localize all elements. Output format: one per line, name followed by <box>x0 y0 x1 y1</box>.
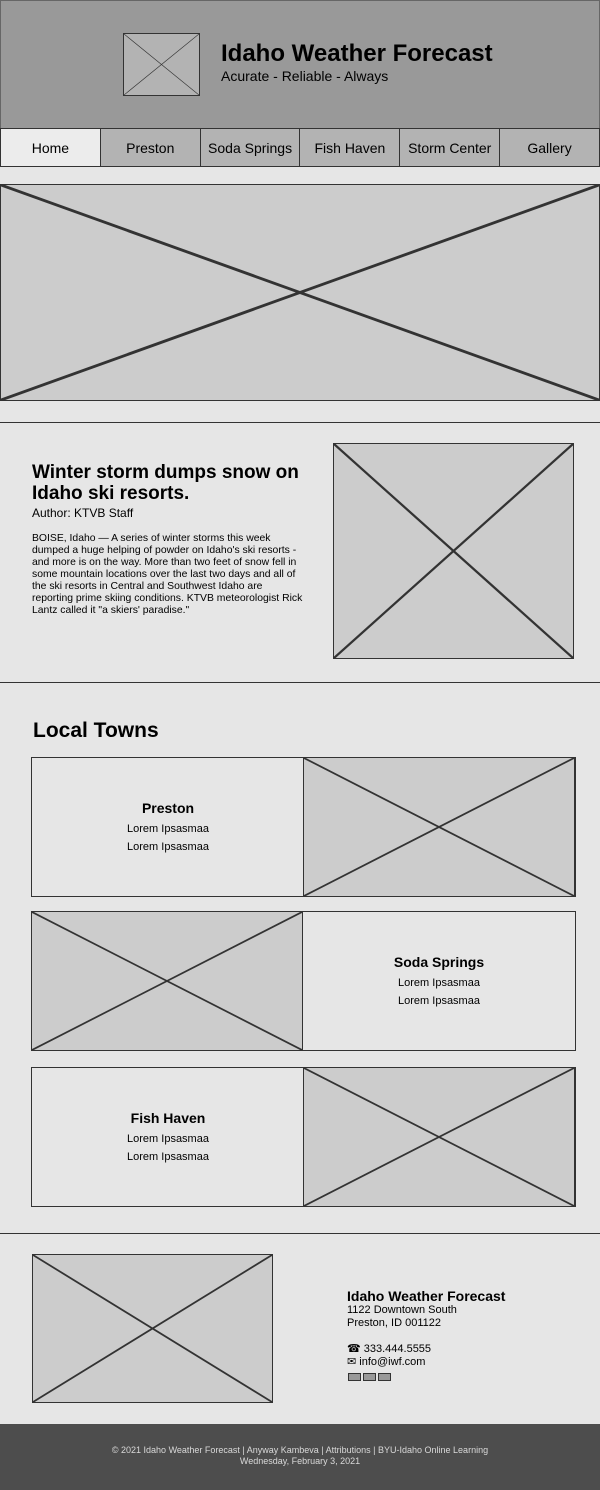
town-image-placeholder <box>303 1067 575 1207</box>
footer-email[interactable]: ✉ info@iwf.com <box>347 1356 426 1368</box>
town-text <box>303 954 575 1010</box>
town-detail: Lorem Ipsasmaa <box>127 841 209 853</box>
footer-city: Preston, ID 001122 <box>347 1317 441 1329</box>
social-icon[interactable] <box>378 1373 391 1381</box>
town-detail: Lorem Ipsasmaa <box>127 1133 209 1145</box>
logo-image-placeholder[interactable] <box>123 33 200 96</box>
town-card-fish-haven[interactable] <box>31 1067 576 1207</box>
footer-image-placeholder <box>32 1254 273 1403</box>
nav-item-preston[interactable]: Preston <box>101 129 201 166</box>
town-name: Preston <box>141 800 195 816</box>
town-name: Fish Haven <box>130 1110 206 1126</box>
town-detail: Lorem Ipsasmaa <box>398 995 480 1007</box>
town-image-placeholder <box>31 911 303 1051</box>
town-detail: Lorem Ipsasmaa <box>127 1151 209 1163</box>
town-card-soda-springs[interactable] <box>31 911 576 1051</box>
site-tagline: Acurate - Reliable - Always <box>221 68 389 84</box>
nav-item-storm-center[interactable]: Storm Center <box>400 129 500 166</box>
hero-image-placeholder <box>0 184 600 401</box>
town-name: Soda Springs <box>393 954 485 970</box>
article-author: Author: KTVB Staff <box>32 506 134 520</box>
town-text <box>32 1110 304 1166</box>
social-links <box>348 1373 391 1381</box>
main-nav <box>0 128 600 167</box>
nav-item-fish-haven[interactable]: Fish Haven <box>300 129 400 166</box>
town-text <box>32 800 304 856</box>
town-image-placeholder <box>303 757 575 897</box>
copyright-text: © 2021 Idaho Weather Forecast | Anyway Kambeva | Attributions | BYU-Idaho Online Learning <box>111 1445 489 1455</box>
footer-title: Idaho Weather Forecast <box>347 1288 506 1304</box>
nav-item-home[interactable]: Home <box>1 129 101 166</box>
town-detail: Lorem Ipsasmaa <box>127 823 209 835</box>
social-icon[interactable] <box>348 1373 361 1381</box>
nav-item-gallery[interactable]: Gallery <box>527 139 572 156</box>
town-detail: Lorem Ipsasmaa <box>398 977 480 989</box>
article-title: Winter storm dumps snow on Idaho ski resorts. <box>32 462 299 504</box>
article-image-placeholder <box>333 443 574 659</box>
local-towns-title: Local Towns <box>33 719 159 742</box>
nav-item-soda-springs[interactable]: Soda Springs <box>201 129 301 166</box>
town-card-preston[interactable] <box>31 757 576 897</box>
bottom-bar <box>0 1424 600 1490</box>
site-title: Idaho Weather Forecast <box>221 40 493 67</box>
article-body: BOISE, Idaho — A series of winter storms this week dumped a huge helping of powder on Idaho's ski resorts - and more is on the way. More than two feet of snow fell in some mountain locations over the last two days and all of the ski resorts in Central and Southwest Idaho are reporting prime skiing conditions. KTVB meteorologist Rick Lantz called it "a skiers' paradise." <box>32 533 303 616</box>
last-updated-date: Wednesday, February 3, 2021 <box>239 1456 361 1466</box>
social-icon[interactable] <box>363 1373 376 1381</box>
footer-phone[interactable]: ☎ 333.444.5555 <box>347 1343 432 1355</box>
footer-street: 1122 Downtown South <box>347 1304 457 1316</box>
